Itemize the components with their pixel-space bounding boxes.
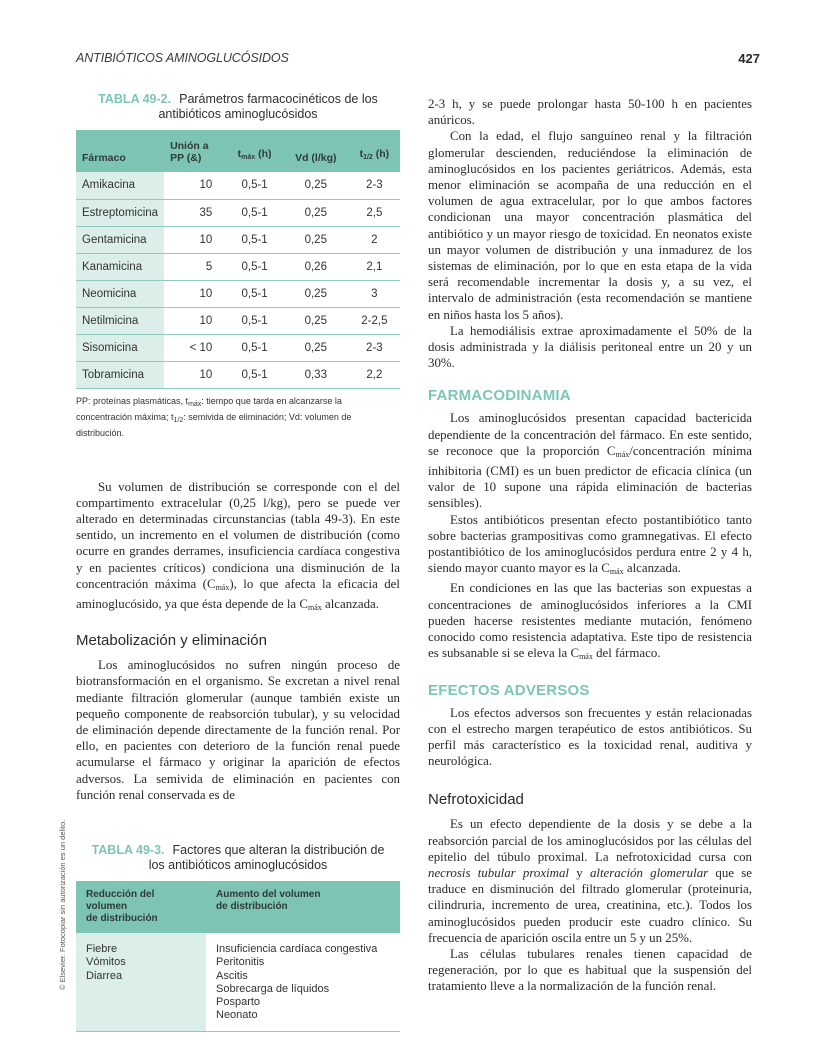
paragraph-metabolizacion: Los aminoglucósidos no sufren ningún proceso de biotransformación en el organismo. Se excretan a nivel renal mediante filtración glomerular (aunque también existe un pequeño componente de reabsorción tubular), y su velocidad de eliminación depende directamente de la función renal. Por ello, en pacientes con deterioro de la función renal puede acumularse el fármaco y originar la aparición de efectos adversos. La semivida de eliminación en pacientes con función renal conservada es de [76, 658, 400, 802]
cell-tmax: 0,5-1 [226, 172, 283, 199]
col-header-vd: Vd (l/kg) [283, 130, 349, 172]
cell-t12: 2,5 [349, 199, 400, 226]
cell-vd: 0,33 [283, 361, 349, 388]
paragraph-volumen-distribucion: Su volumen de distribución se corresponde con el del compartimento extracelular (0,25 l/kg), pero se puede ver alterado en determinadas circunstancias (tabla 49-3). En este sentido, un incremento en el volumen de distribución (como ocurre en grandes derrames, insuficiencia cardíaca congestiva y en pacientes críticos) condiciona una disminución de la concentración máxima (Cmáx), lo que afecta la eficacia del aminoglucósido, ya que ésta depende de la Cmáx alcanzada. [76, 479, 400, 612]
table-title-line2: antibióticos aminoglucósidos [158, 107, 318, 121]
col-header-reduccion: Reducción del volumen de distribución [76, 881, 206, 933]
table-label: TABLA 49-3. [91, 842, 165, 857]
paragraph-hemodialisis: La hemodiálisis extrae aproximadamente el 50% de la dosis administrada y la diálisis peritoneal entre un 20 y un 30%. [428, 323, 752, 371]
paragraph-nefrotoxicidad-1: Es un efecto dependiente de la dosis y se debe a la reabsorción parcial de los aminoglucósidos por las células del epitelio del túbulo proximal. La nefrotoxicidad cursa con necrosis tubular proximal y alteración glomerular que se traduce en disminución del filtrado glomerular (proteinuria, cilindruria, incremento de urea, creatinina, etc.). Todos los aminoglucósidos pueden producir este cuadro clínico. Su frecuencia de aparición oscila entre un 5 y un 25%. [428, 817, 753, 945]
table-row [76, 933, 400, 1031]
cell-pp: 10 [164, 361, 226, 388]
cell-t12: 3 [349, 280, 400, 307]
table-header-row [76, 881, 400, 933]
cell-pp: 10 [164, 172, 226, 199]
cell-tmax: 0,5-1 [226, 226, 283, 253]
copyright-notice: © Elsevier. Fotocopiar sin autorización es un delito. [58, 819, 67, 990]
table-row [76, 172, 400, 199]
paragraph-edad: Con la edad, el flujo sanguíneo renal y la filtración glomerular descienden, reduciéndose la eliminación de aminoglucósidos en los pacientes geriátricos. Además, esta menor eliminación se acompaña de una reducción en el volumen de agua extracelular, por lo que ambos factores condicionan una mayor concentración plasmática del antibiótico y un mayor riesgo de toxicidad. En neonatos existe un mayor volumen de distribución y una inmadurez de los sistemas de eliminación, por lo que en esta etapa de la vida será recomendable incrementar la dosis y, a su vez, el intervalo de administración (esta recomendación se mantiene en niños hasta los 5 años). [428, 129, 752, 322]
cell-t12: 2,1 [349, 253, 400, 280]
list-item: Neonato [216, 1009, 258, 1022]
list-item: Peritonitis [216, 956, 265, 969]
col-header-t12: $t_{1/2}$ (h) [349, 130, 400, 172]
paragraph-farmacodinamia-2: Estos antibióticos presentan efecto postantibiótico tanto sobre bacterias grampositivas como gramnegativas. El efecto postantibiótico de los aminoglucósidos perdura entre 2 y 4 h, siendo mayor cuanto mayor es la Cmáx alcanzada. [428, 512, 752, 577]
left-column [76, 92, 400, 1032]
list-item: Fiebre [86, 942, 118, 955]
cell-pp: 10 [164, 280, 226, 307]
right-column [428, 96, 752, 995]
cell-vd: 0,25 [283, 172, 349, 199]
cell-farmaco: Estreptomicina [76, 199, 164, 226]
cell-tmax: 0,5-1 [226, 307, 283, 334]
distribution-factors-table [76, 881, 400, 1032]
cell-pp: < 10 [164, 334, 226, 361]
col-header-aumento: Aumento del volumen de distribución [206, 881, 400, 933]
table-row [76, 253, 400, 280]
cell-pp: 10 [164, 226, 226, 253]
list-item: Posparto [216, 996, 261, 1009]
list-item: Ascitis [216, 969, 248, 982]
table-title-line1: Parámetros farmacocinéticos de los [179, 92, 378, 106]
heading-nefrotoxicidad: Nefrotoxicidad [428, 791, 524, 809]
col-header-union-pp: Unión a PP (&) [164, 130, 226, 172]
running-head: ANTIBIÓTICOS AMINOGLUCÓSIDOS [76, 51, 289, 65]
table-row [76, 307, 400, 334]
cell-pp: 35 [164, 199, 226, 226]
cell-farmaco: Gentamicina [76, 226, 164, 253]
heading-efectos-adversos: EFECTOS ADVERSOS [428, 681, 590, 699]
col-header-tmax: $t_{máx}$ (h) [226, 130, 283, 172]
table-row [76, 280, 400, 307]
cell-tmax: 0,5-1 [226, 253, 283, 280]
cell-vd: 0,25 [283, 280, 349, 307]
cell-reduccion-list [76, 933, 206, 1031]
table-49-2-caption [76, 92, 400, 122]
cell-tmax: 0,5-1 [226, 334, 283, 361]
cell-farmaco: Sisomicina [76, 334, 164, 361]
list-item: Vómitos [86, 956, 126, 969]
table-title-line2: los antibióticos aminoglucósidos [148, 857, 328, 872]
cell-vd: 0,25 [283, 307, 349, 334]
table-49-3-caption [76, 843, 400, 873]
table-row [76, 334, 400, 361]
cell-vd: 0,25 [283, 199, 349, 226]
table-label: TABLA 49-2. [98, 92, 172, 106]
cell-t12: 2-3 [349, 334, 400, 361]
list-item: Sobrecarga de líquidos [216, 982, 330, 995]
table-row [76, 199, 400, 226]
paragraph-farmacodinamia-1: Los aminoglucósidos presentan capacidad bactericida dependiente de la concentración del fármaco. En este sentido, se reconoce que la proporción Cmáx/concentración mínima inhibitoria (CMI) es un buen predictor de eficacia clínica (un valor de 10 supone una rápida eliminación de bacterias sensibles). [428, 411, 752, 511]
cell-farmaco: Neomicina [76, 280, 164, 307]
cell-t12: 2 [349, 226, 400, 253]
table-49-2-footnote: PP: proteínas plasmáticas, $t_{máx}$: tiempo que tarda en alcanzarse la concentración máxima; $t_{1/2}$: semivida de eliminación; Vd: volumen de distribución. [76, 395, 352, 438]
cell-t12: 2-3 [349, 172, 400, 199]
col-header-farmaco: Fármaco [76, 130, 164, 172]
table-header-row [76, 130, 400, 172]
cell-vd: 0,25 [283, 226, 349, 253]
heading-farmacodinamia: FARMACODINAMIA [428, 387, 571, 405]
cell-pp: 10 [164, 307, 226, 334]
paragraph-farmacodinamia-3: En condiciones en las que las bacterias son expuestas a concentraciones de aminoglucósidos inferiores a la CMI pueden hacerse resistentes mediante mutación, fenómeno conocido como resistencia adaptativa. Este tipo de resistencia es subsanable si se eleva la Cmáx del fármaco. [428, 581, 752, 662]
cell-farmaco: Amikacina [76, 172, 164, 199]
table-title-line1: Factores que alteran la distribución de [172, 842, 385, 857]
cell-aumento-list [206, 933, 400, 1031]
cell-farmaco: Netilmicina [76, 307, 164, 334]
cell-pp: 5 [164, 253, 226, 280]
list-item: Diarrea [86, 969, 123, 982]
heading-metabolizacion: Metabolización y eliminación [76, 632, 267, 650]
table-row [76, 361, 400, 388]
page-number: 427 [738, 51, 760, 66]
cell-tmax: 0,5-1 [226, 199, 283, 226]
cell-farmaco: Tobramicina [76, 361, 164, 388]
paragraph-nefrotoxicidad-2: Las células tubulares renales tienen capacidad de regeneración, por lo que es habitual que la suspensión del tratamiento lleve a la normalización de la función renal. [428, 946, 752, 994]
cell-t12: 2-2,5 [349, 307, 400, 334]
cell-vd: 0,25 [283, 334, 349, 361]
table-row [76, 226, 400, 253]
paragraph-efectos-adversos: Los efectos adversos son frecuentes y están relacionadas con el estrecho margen terapéutico de estos antibióticos. Su perfil más característico es la toxicidad renal, auditiva y neurológica. [428, 705, 752, 769]
cell-tmax: 0,5-1 [226, 280, 283, 307]
paragraph-continuation: 2-3 h, y se puede prolongar hasta 50-100 h en pacientes anúricos. [428, 97, 752, 128]
cell-vd: 0,26 [283, 253, 349, 280]
cell-tmax: 0,5-1 [226, 361, 283, 388]
cell-t12: 2,2 [349, 361, 400, 388]
cell-farmaco: Kanamicina [76, 253, 164, 280]
list-item: Insuficiencia cardíaca congestiva [216, 942, 378, 955]
pharmacokinetics-table [76, 130, 400, 389]
